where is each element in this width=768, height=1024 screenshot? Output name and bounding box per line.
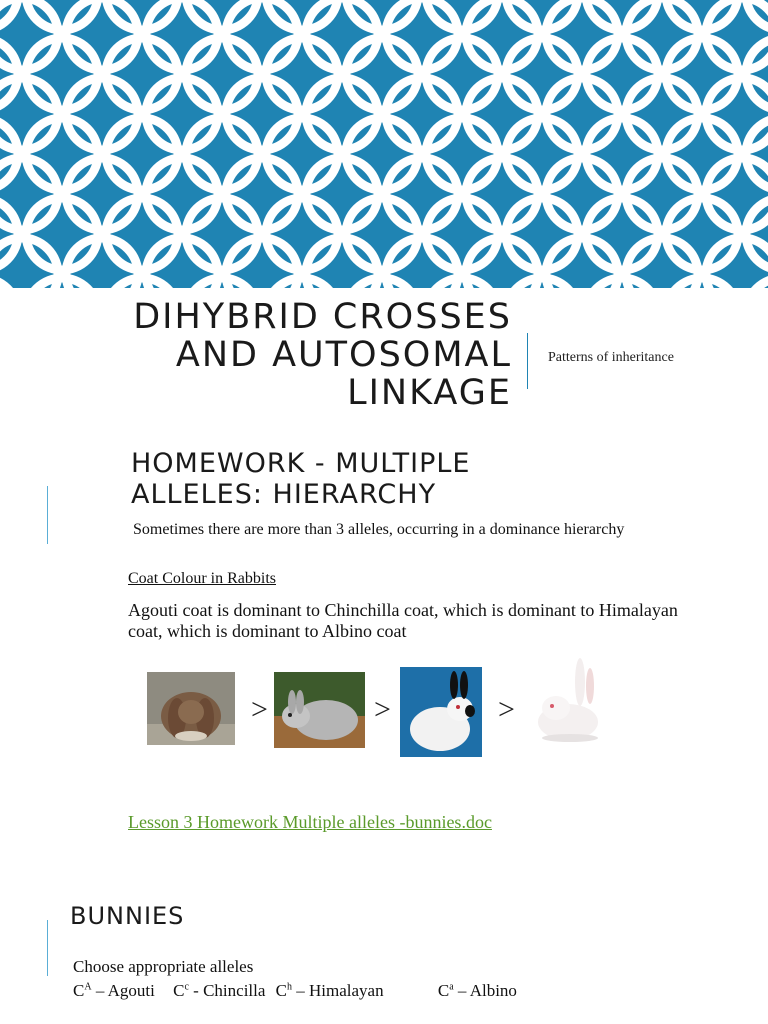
section-accent-bar xyxy=(47,486,48,544)
allele-chinchilla: $C^c$ - Chincilla xyxy=(173,981,266,1000)
albino-rabbit-image xyxy=(530,652,610,747)
intro-text: Sometimes there are more than 3 alleles, occurring in a dominance hierarchy xyxy=(133,521,625,538)
circle-lattice-pattern xyxy=(0,0,768,288)
coat-colour-heading: Coat Colour in Rabbits xyxy=(128,570,276,587)
agouti-rabbit-image xyxy=(147,672,235,745)
title-divider xyxy=(527,333,528,389)
greater-than-sign: > xyxy=(374,693,391,726)
himalayan-rabbit-image xyxy=(400,667,482,757)
allele-agouti: $C^A$ – Agouti xyxy=(73,981,155,1000)
chinchilla-rabbit-image xyxy=(274,672,365,748)
section-accent-bar xyxy=(47,920,48,976)
homework-document-link[interactable]: Lesson 3 Homework Multiple alleles -bunnies.doc xyxy=(128,812,492,832)
allele-himalayan: $C^h$ – Himalayan xyxy=(275,981,384,1000)
decorative-banner xyxy=(0,0,768,288)
dominance-text: Agouti coat is dominant to Chinchilla coat, which is dominant to Himalayan coat, which is dominant to Albino coat xyxy=(128,600,678,641)
slide-title: DIHYBRID CROSSES AND AUTOSOMAL LINKAGE xyxy=(133,297,512,413)
greater-than-sign: > xyxy=(498,693,515,726)
allele-list xyxy=(73,981,517,1001)
homework-heading: HOMEWORK - MULTIPLE ALLELES: HIERARCHY xyxy=(131,448,471,510)
rabbit-hierarchy-row xyxy=(0,660,768,760)
bunnies-heading: BUNNIES xyxy=(70,902,185,930)
slide-subtitle: Patterns of inheritance xyxy=(548,350,674,365)
allele-albino: $C^a$ – Albino xyxy=(437,981,517,1000)
greater-than-sign: > xyxy=(251,693,268,726)
instruction-text: Choose appropriate alleles xyxy=(73,957,254,976)
